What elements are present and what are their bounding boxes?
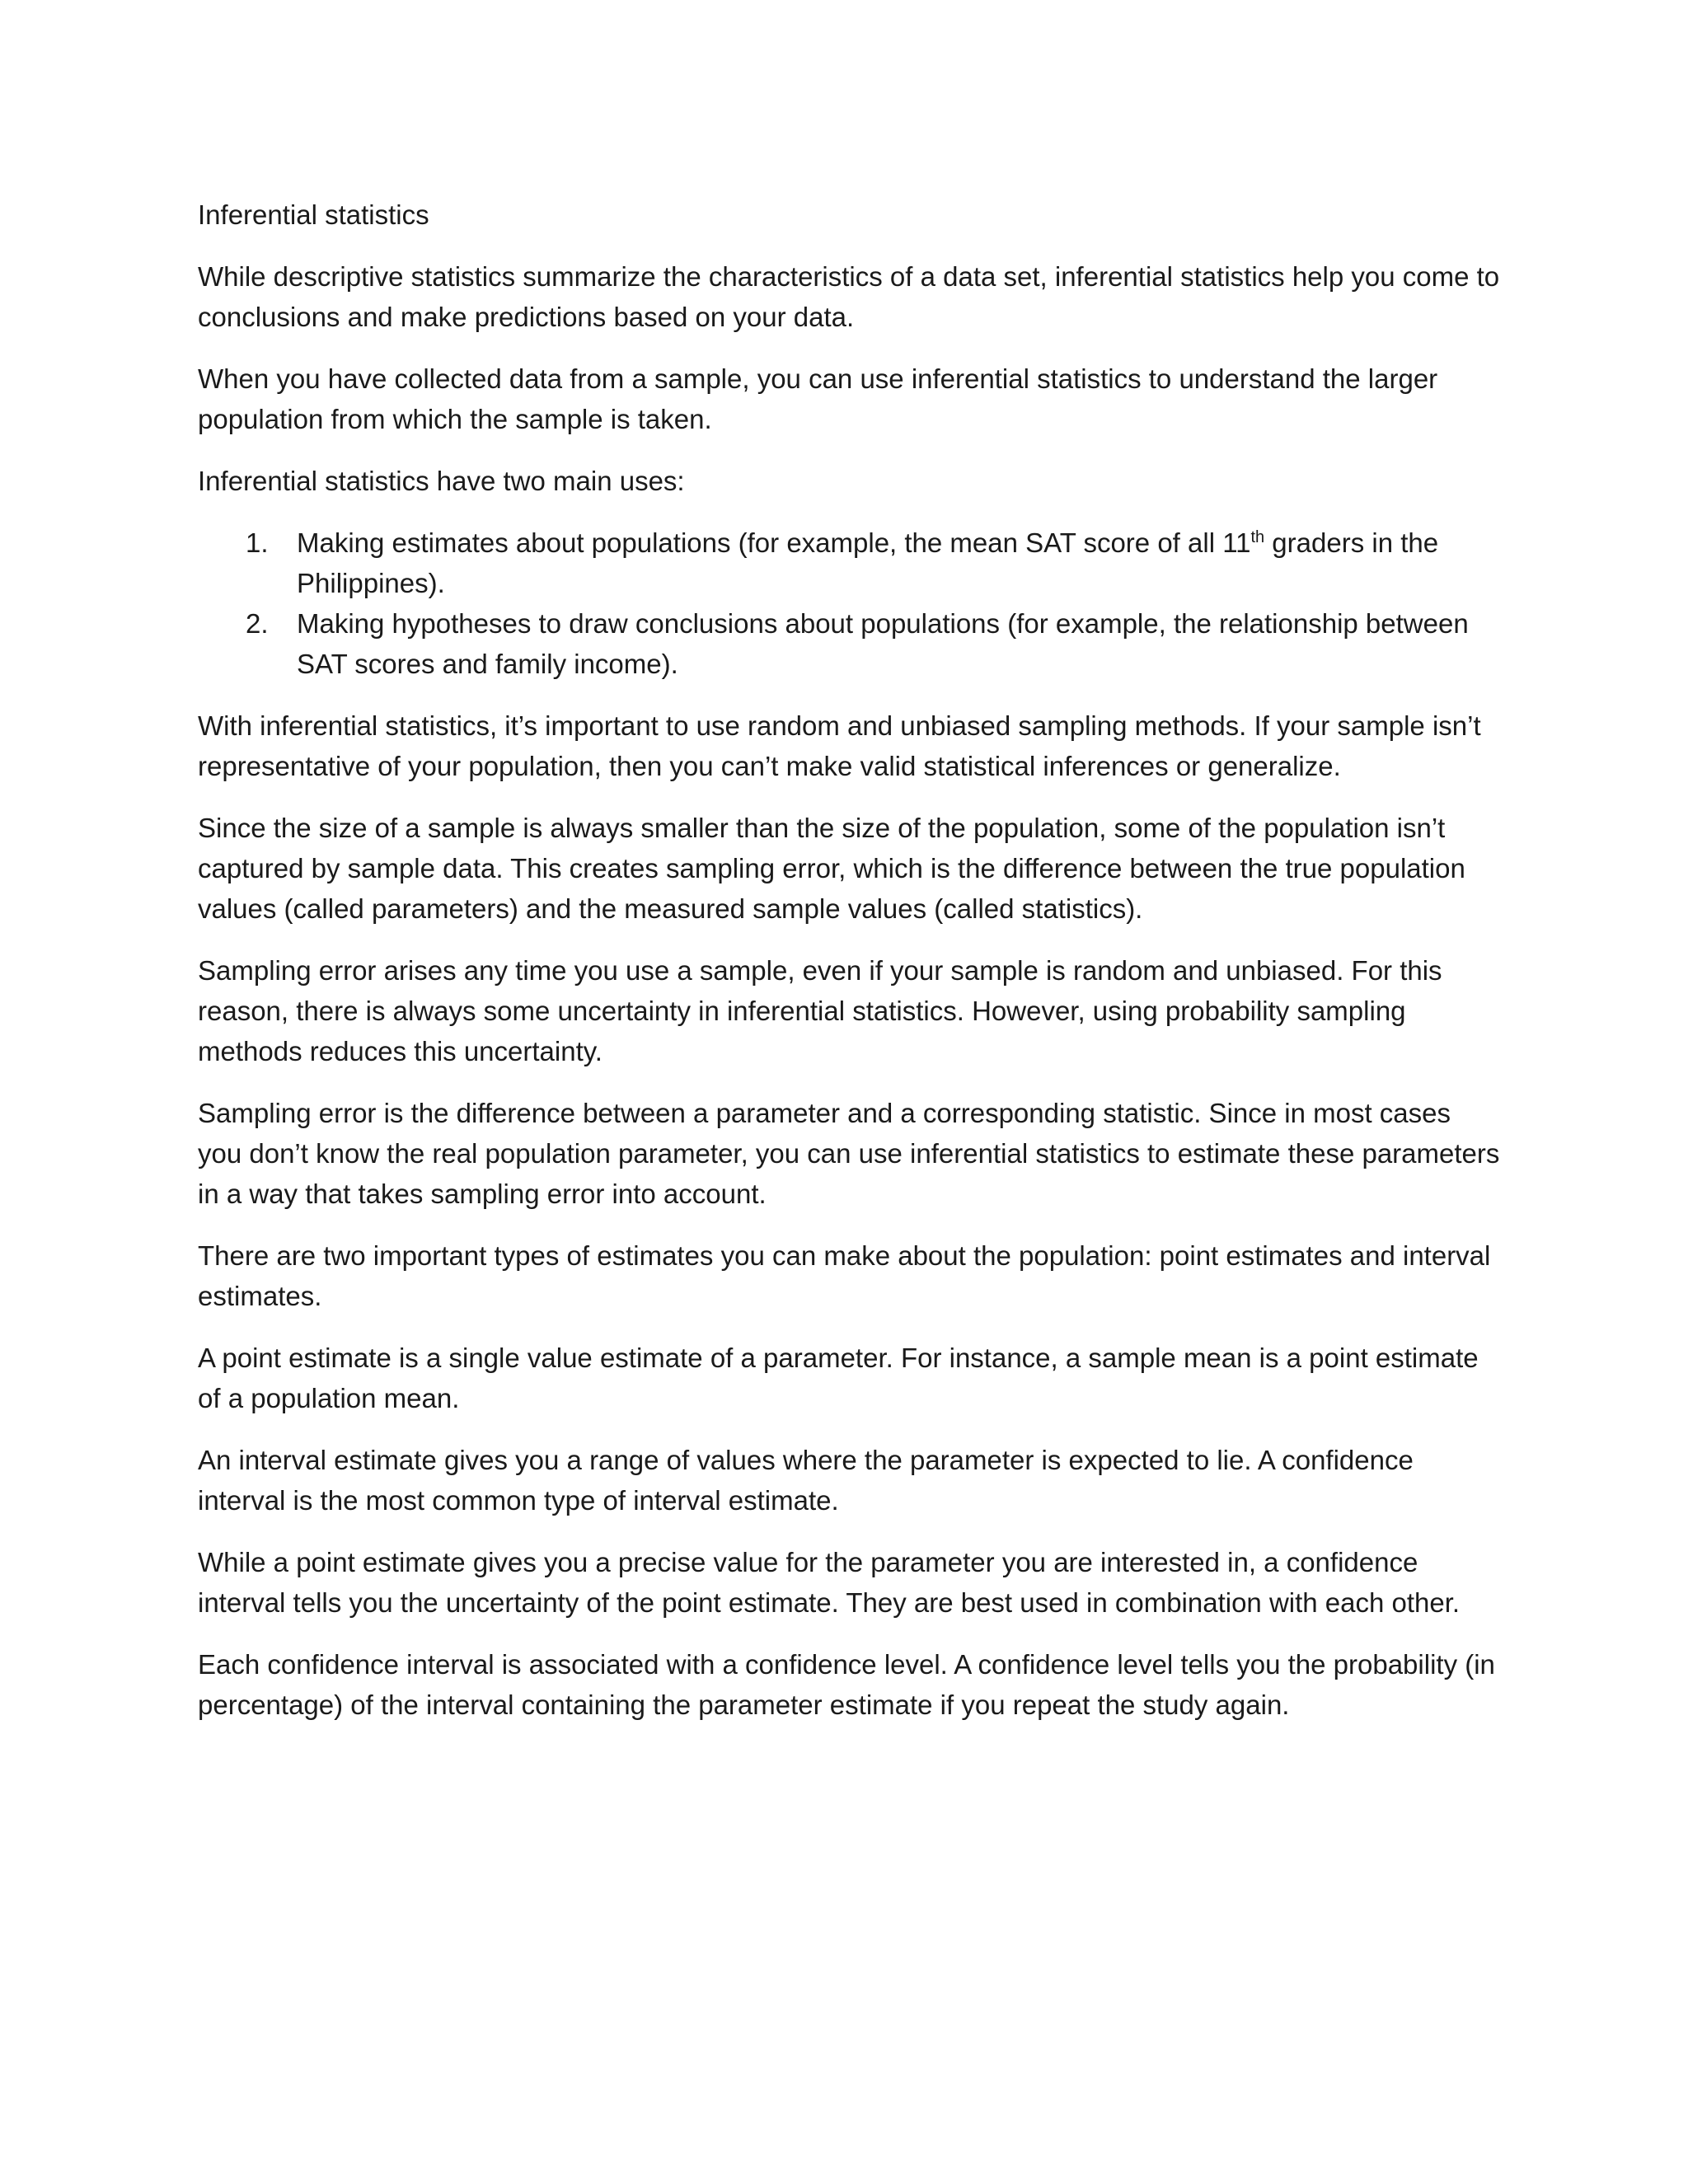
list-item: [198, 523, 1500, 603]
list-item: [198, 603, 1500, 684]
list-item-text: Making hypotheses to draw conclusions about populations (for example, the relationship between SAT scores and family income).: [297, 608, 1469, 679]
document-body: [198, 194, 1500, 1746]
list-item-text: [297, 527, 1438, 598]
paragraph-confidence-level: Each confidence interval is associated with a confidence level. A confidence level tells you the probability (in percentage) of the interval containing the parameter estimate if you repeat the study again.: [198, 1649, 1495, 1720]
paragraph-point-vs-interval: While a point estimate gives you a precise value for the parameter you are interested in, a confidence interval tells you the uncertainty of the point estimate. They are best used in combination with each other.: [198, 1547, 1461, 1618]
list-item-number: 1.: [246, 527, 269, 558]
uses-list: [198, 523, 1500, 684]
paragraph-intro-descriptive-vs-inferential: While descriptive statistics summarize the characteristics of a data set, inferential statistics help you come to conclusions and make predictions based on your data.: [198, 261, 1500, 332]
paragraph-interval-estimate: An interval estimate gives you a range of values where the parameter is expected to lie. A confidence interval is the most common type of interval estimate.: [198, 1445, 1414, 1516]
paragraph-parameter-vs-statistic: Sampling error is the difference between a parameter and a corresponding statistic. Since in most cases you don’t know the real population parameter, you can use inferential statistics to estimate these parameters in a way that takes sampling error into account.: [198, 1098, 1500, 1209]
ordinal-superscript: th: [1250, 528, 1265, 546]
paragraph-intro-sample-population: When you have collected data from a sample, you can use inferential statistics to understand the larger population from which the sample is taken.: [198, 363, 1438, 434]
list-item-text-before: Making estimates about populations (for example, the mean SAT score of all 11: [297, 527, 1251, 558]
paragraph-sampling-error-uncertainty: Sampling error arises any time you use a sample, even if your sample is random and unbiased. For this reason, there is always some uncertainty in inferential statistics. However, using probability sampling methods reduces this uncertainty.: [198, 955, 1442, 1066]
paragraph-sampling-error-definition: Since the size of a sample is always smaller than the size of the population, some of the population isn’t captured by sample data. This creates sampling error, which is the difference between the true population values (called parameters) and the measured sample values (called statistics).: [198, 813, 1465, 924]
list-item-text-after: graders in the Philippines).: [297, 527, 1439, 598]
paragraph-types-of-estimates: There are two important types of estimates you can make about the population: point estimates and interval estimates.: [198, 1240, 1491, 1311]
list-item-number: 2.: [246, 608, 269, 639]
paragraph-intro-two-main-uses: Inferential statistics have two main uses:: [198, 466, 685, 496]
paragraph-point-estimate: A point estimate is a single value estimate of a parameter. For instance, a sample mean is a point estimate of a population mean.: [198, 1343, 1479, 1413]
document-title: Inferential statistics: [198, 199, 429, 230]
paragraph-random-unbiased-sampling: With inferential statistics, it’s important to use random and unbiased sampling methods. If your sample isn’t representative of your population, then you can’t make valid statistical inferences or generalize.: [198, 710, 1481, 781]
